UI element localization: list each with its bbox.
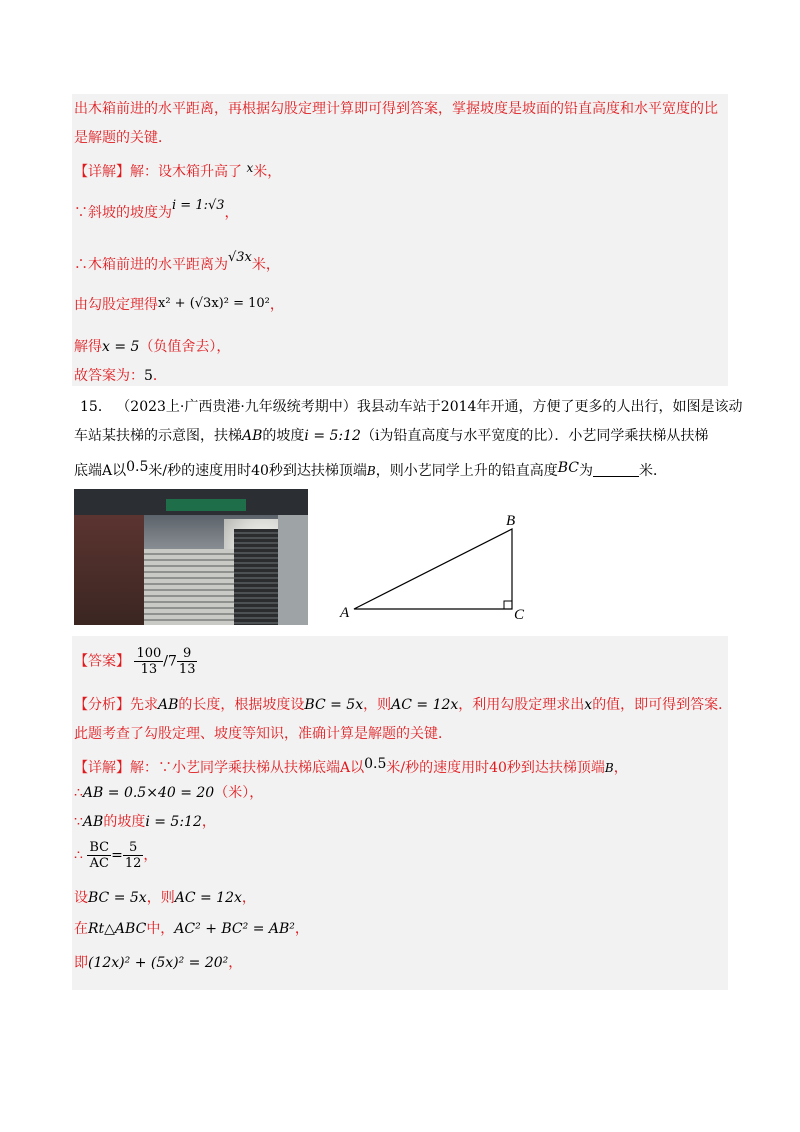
- math-speed: 0.5: [364, 756, 387, 772]
- math-bc: BC = 5x: [304, 697, 364, 713]
- equals-sign: =: [111, 847, 123, 864]
- prev-analysis-line-2: 是解题的关键．: [74, 130, 172, 146]
- detail-text: ，: [269, 297, 284, 313]
- answer-blank: [593, 462, 639, 477]
- math-b: B: [604, 761, 614, 775]
- detail-text: 故答案为：: [74, 368, 144, 384]
- analysis-text: 的长度，根据坡度设: [178, 697, 305, 713]
- answer-line: [74, 646, 726, 680]
- answer-whole: 7: [168, 653, 177, 670]
- detail-text: ，则: [146, 890, 175, 906]
- triangle-diagram: [336, 505, 536, 625]
- question-text: 底端A以: [74, 463, 127, 479]
- math-ac: AC = 12x: [391, 697, 459, 713]
- analysis-text: 先求: [130, 697, 158, 713]
- detail-text: ∴: [74, 785, 83, 801]
- label-b: B: [506, 513, 516, 529]
- math-ab: AB: [82, 814, 104, 830]
- question-text: 的坡度: [262, 428, 305, 444]
- detail-text: 米/秒的速度用时40秒到达扶梯顶端: [386, 760, 605, 776]
- detail-text: ，: [143, 847, 158, 864]
- detail-text: ，: [228, 955, 243, 971]
- detail-text: 米，: [253, 164, 282, 180]
- detail-line-1: [74, 754, 726, 778]
- question-text: 米．: [639, 463, 668, 479]
- detail-line-5: [74, 888, 726, 908]
- detail-text: 即: [74, 955, 88, 971]
- answer-tag: 【答案】: [74, 653, 130, 670]
- triangle-abc: [354, 529, 512, 609]
- detail-line-6: [74, 919, 726, 939]
- analysis-line-1: [74, 695, 733, 715]
- detail-text: ．: [152, 368, 167, 384]
- detail-line-4: [74, 840, 726, 876]
- prev-detail-line-6: [74, 366, 726, 386]
- question-source: （2023上·广西贵港·九年级统考期中）: [116, 399, 357, 415]
- analysis-tag: 【分析】: [74, 697, 130, 713]
- detail-text: ，: [294, 921, 309, 937]
- math-b: B: [366, 464, 376, 478]
- detail-line-7: [74, 953, 726, 973]
- question-text: ，则小艺同学上升的铅直高度: [375, 463, 558, 479]
- detail-line-3: [74, 812, 726, 832]
- math-triangle: Rt△ABC: [88, 921, 147, 937]
- detail-text: 设: [74, 890, 88, 906]
- math-pythagoras: AC² + BC² = AB²: [174, 921, 295, 937]
- question-text: 车站某扶梯的示意图，扶梯: [74, 428, 242, 444]
- detail-text: 的坡度: [103, 814, 146, 830]
- detail-text: ，: [224, 205, 239, 221]
- answer-separator: /: [163, 653, 168, 670]
- right-angle-mark: [504, 601, 512, 609]
- detail-text: 中，: [146, 921, 175, 937]
- detail-tag: 【详解】: [74, 760, 130, 776]
- detail-text: 米，: [251, 257, 280, 273]
- analysis-line-2: 此题考查了勾股定理、坡度等知识，准确计算是解题的关键．: [74, 726, 452, 742]
- detail-text: 在: [74, 921, 88, 937]
- question-text: 我县动车站于2014年开通，方便了更多的人出行，如图是该动: [356, 399, 743, 415]
- math-bc: BC = 5x: [88, 890, 147, 906]
- analysis-text: ，则: [363, 697, 392, 713]
- detail-text: ∵: [74, 814, 83, 830]
- math-x: x: [584, 697, 593, 713]
- prev-detail-line-1: [74, 158, 726, 182]
- question-15-line-1: [74, 397, 743, 417]
- detail-text: ，: [201, 814, 216, 830]
- math-speed: 0.5: [126, 459, 149, 475]
- math-equation: (12x)² + (5x)² = 20²: [88, 955, 229, 971]
- question-number: 15．: [80, 399, 112, 415]
- question-15-line-2: [74, 426, 726, 446]
- math-ab: AB: [242, 428, 263, 444]
- prev-detail-line-4: [74, 294, 726, 315]
- math-answer: 5: [144, 368, 153, 384]
- detail-text: ，: [241, 890, 256, 906]
- detail-text: 解：设木箱升高了: [130, 164, 242, 180]
- prev-detail-line-5: [74, 337, 726, 357]
- question-15-line-3: [74, 457, 726, 481]
- answer-fraction: $\frac{100}{13}$: [136, 646, 162, 677]
- math-slope: i = 1:√3: [172, 198, 225, 213]
- math-slope: i = 5:12: [304, 428, 361, 444]
- math-var: x: [246, 161, 254, 175]
- math-slope: i = 5:12: [145, 814, 202, 830]
- math-ab: AB: [158, 697, 179, 713]
- answer-mixed-fraction: $\frac{9}{13}$: [178, 646, 196, 677]
- math-bc: BC: [557, 460, 580, 476]
- math-ac: AC = 12x: [174, 890, 242, 906]
- question-text: 为: [579, 463, 594, 479]
- detail-text: ∵斜坡的坡度为: [74, 205, 172, 221]
- analysis-text: ，利用勾股定理求出: [458, 697, 585, 713]
- prev-detail-line-2: [74, 196, 726, 223]
- detail-tag: 【详解】: [74, 164, 130, 180]
- detail-text: ∴: [74, 847, 83, 864]
- math-distance: √3x: [228, 250, 252, 265]
- escalator-photo: [74, 489, 308, 625]
- label-a: A: [340, 605, 350, 621]
- fraction-bc-ac: $\frac{BC}{AC}$: [89, 840, 110, 871]
- detail-text: （负值舍去），: [139, 339, 231, 355]
- detail-text: ，: [613, 760, 628, 776]
- prev-detail-line-3: [74, 248, 726, 275]
- math-ab-length: AB = 0.5×40 = 20: [82, 785, 215, 801]
- fraction-5-12: $\frac{5}{12}$: [124, 840, 142, 871]
- detail-text: （米），: [214, 785, 264, 801]
- detail-text: ∴木箱前进的水平距离为: [74, 257, 228, 273]
- question-text: 米/秒的速度用时40秒到达扶梯顶端: [148, 463, 367, 479]
- question-text: （i为铅直高度与水平宽度的比）．小艺同学乘扶梯从扶梯: [360, 428, 709, 444]
- detail-text: 解得: [74, 339, 102, 355]
- detail-text: 解：∵小艺同学乘扶梯从扶梯底端A以: [130, 760, 365, 776]
- detail-text: 由勾股定理得: [74, 297, 158, 313]
- analysis-text: 的值，即可得到答案．: [592, 697, 733, 713]
- detail-line-2: [74, 783, 726, 803]
- math-pythagoras: x² + (√3x)² = 10²: [158, 296, 270, 311]
- math-solution: x = 5: [102, 339, 140, 355]
- prev-analysis-line-1: 出木箱前进的水平距离，再根据勾股定理计算即可得到答案，掌握坡度是坡面的铅直高度和水平宽度的比: [74, 101, 718, 117]
- label-c: C: [514, 607, 525, 623]
